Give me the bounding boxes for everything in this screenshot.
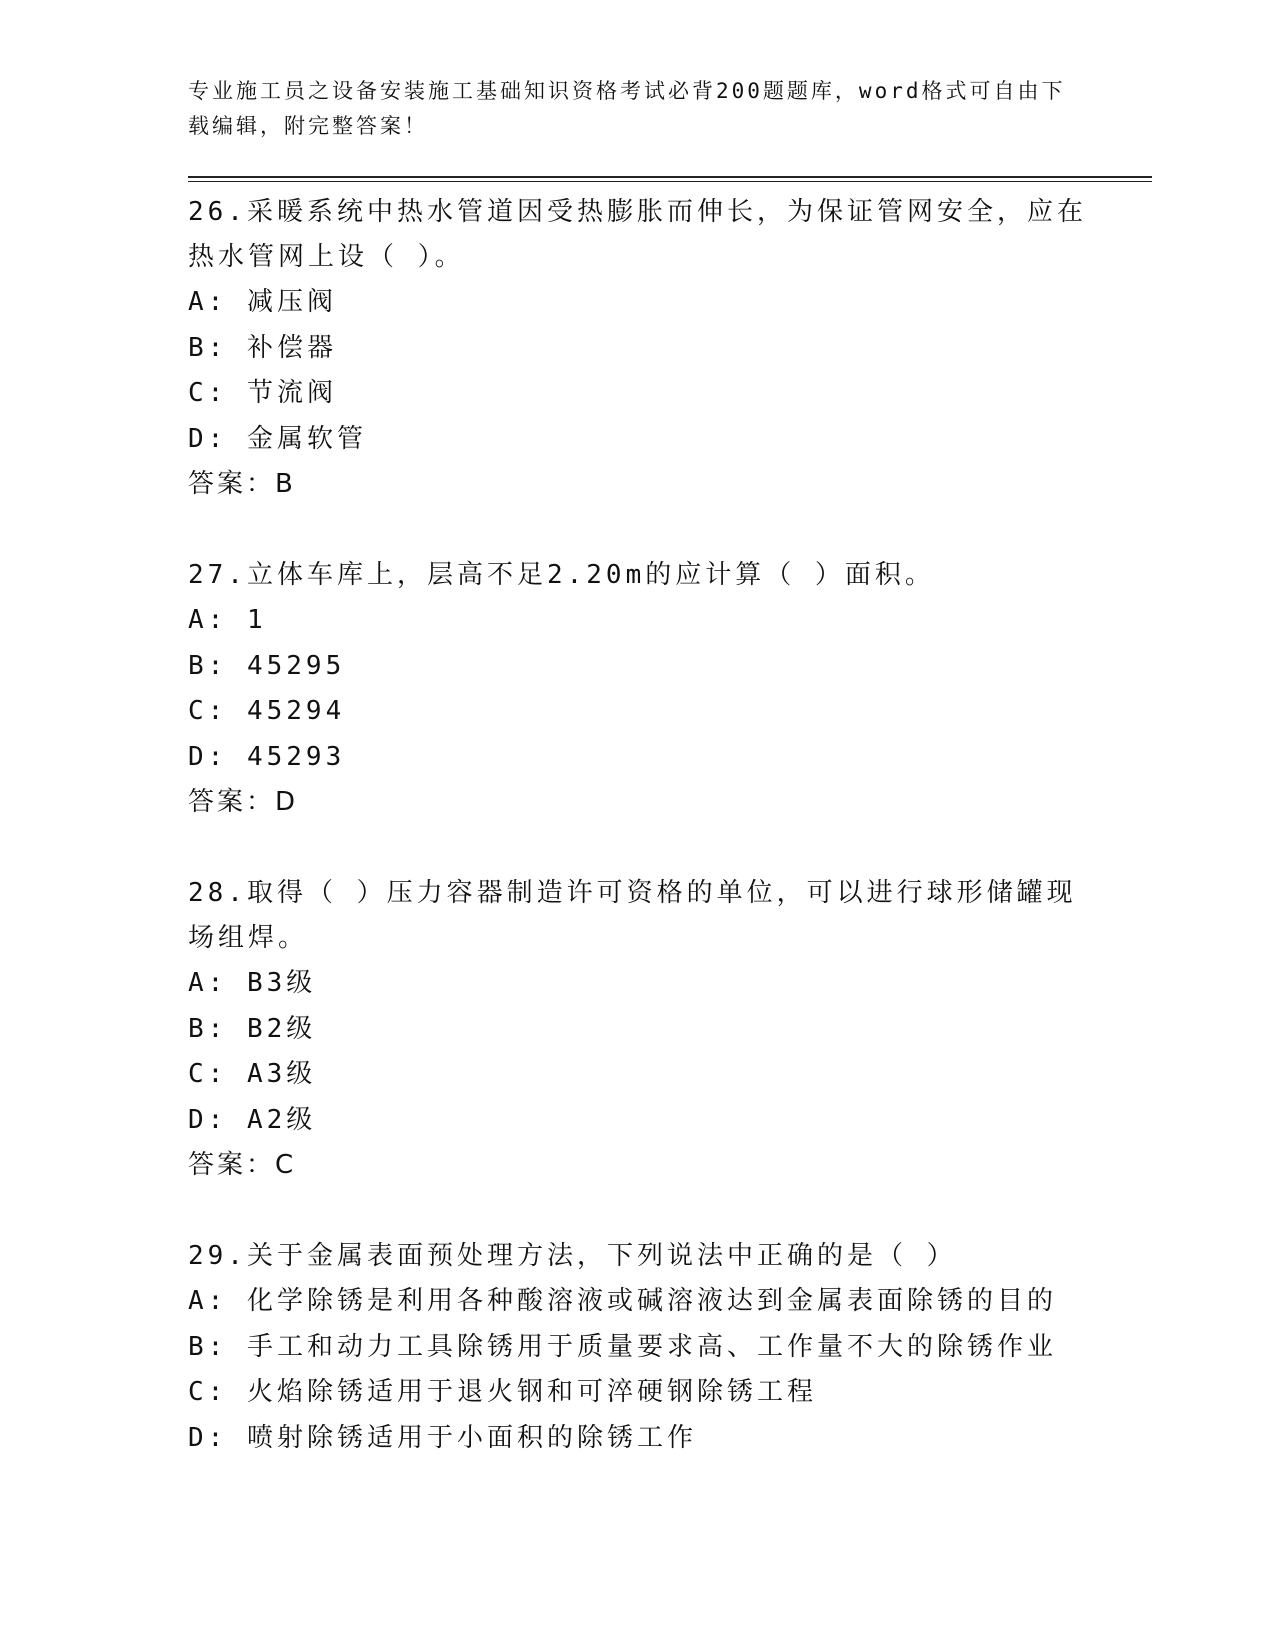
option-text: 化学除锈是利用各种酸溶液或碱溶液达到金属表面除锈的目的 xyxy=(246,1286,1057,1316)
option-text: 减压阀 xyxy=(246,287,337,317)
option-d xyxy=(188,735,1088,781)
option-text: 喷射除锈适用于小面积的除锈工作 xyxy=(246,1422,697,1453)
option-key: B: xyxy=(188,332,228,363)
answer-line: 答案：C xyxy=(188,1150,297,1180)
option-key: D: xyxy=(188,1422,228,1453)
option-text: B3级 xyxy=(246,968,317,998)
option-text: A3级 xyxy=(246,1059,317,1089)
option-key: A: xyxy=(188,605,228,635)
option-text: 火焰除锈适用于退火钢和可淬硬钢除锈工程 xyxy=(246,1377,817,1407)
option-a xyxy=(188,280,1088,326)
option-text: 补偿器 xyxy=(246,332,337,363)
option-b xyxy=(188,1325,1088,1371)
question-text: 27.立体车库上，层高不足2.20m的应计算（ ）面积。 xyxy=(188,560,935,590)
answer-line: 答案：D xyxy=(188,787,299,817)
option-text: B2级 xyxy=(246,1013,317,1044)
header-divider-thin xyxy=(188,181,1152,182)
option-text: 45294 xyxy=(246,696,346,726)
option-key: A: xyxy=(188,287,228,317)
option-c xyxy=(188,689,1088,735)
option-a xyxy=(188,961,1088,1007)
option-c xyxy=(188,1052,1088,1098)
option-key: B: xyxy=(188,1013,228,1044)
option-b xyxy=(188,1007,1088,1053)
question-26 xyxy=(188,190,1088,507)
question-text: 29.关于金属表面预处理方法，下列说法中正确的是（ ） xyxy=(188,1241,957,1271)
option-b xyxy=(188,644,1088,690)
option-key: A: xyxy=(188,1286,228,1316)
document-header: 专业施工员之设备安装施工基础知识资格考试必背200题题库，word格式可自由下载编辑，附完整答案！ xyxy=(188,79,1066,138)
question-text: 26.采暖系统中热水管道因受热膨胀而伸长，为保证管网安全，应在热水管网上设（ ）。 xyxy=(188,197,1087,272)
question-27 xyxy=(188,553,1088,825)
option-key: C: xyxy=(188,1377,228,1407)
option-text: A2级 xyxy=(246,1104,317,1135)
option-key: C: xyxy=(188,378,228,408)
option-d xyxy=(188,1098,1088,1144)
option-text: 金属软管 xyxy=(246,423,367,454)
answer-line: 答案：B xyxy=(188,469,296,499)
option-key: D: xyxy=(188,741,228,772)
option-text: 45293 xyxy=(246,741,346,772)
option-a xyxy=(188,1279,1088,1325)
option-key: C: xyxy=(188,696,228,726)
question-29 xyxy=(188,1234,1088,1461)
option-key: C: xyxy=(188,1059,228,1089)
header-divider-thick xyxy=(188,176,1152,178)
option-key: A: xyxy=(188,968,228,998)
question-text: 28.取得（ ）压力容器制造许可资格的单位，可以进行球形储罐现场组焊。 xyxy=(188,878,1077,953)
option-a xyxy=(188,598,1088,644)
option-key: D: xyxy=(188,423,228,454)
option-text: 45295 xyxy=(246,650,346,681)
option-b xyxy=(188,326,1088,372)
question-28 xyxy=(188,871,1088,1188)
option-text: 手工和动力工具除锈用于质量要求高、工作量不大的除锈作业 xyxy=(246,1331,1057,1362)
option-text: 节流阀 xyxy=(246,378,337,408)
option-c xyxy=(188,371,1088,417)
option-text: 1 xyxy=(246,605,267,635)
option-d xyxy=(188,417,1088,463)
option-key: B: xyxy=(188,650,228,681)
option-key: D: xyxy=(188,1104,228,1135)
option-d xyxy=(188,1416,1088,1462)
question-list xyxy=(188,190,1088,1507)
option-c xyxy=(188,1370,1088,1416)
option-key: B: xyxy=(188,1331,228,1362)
